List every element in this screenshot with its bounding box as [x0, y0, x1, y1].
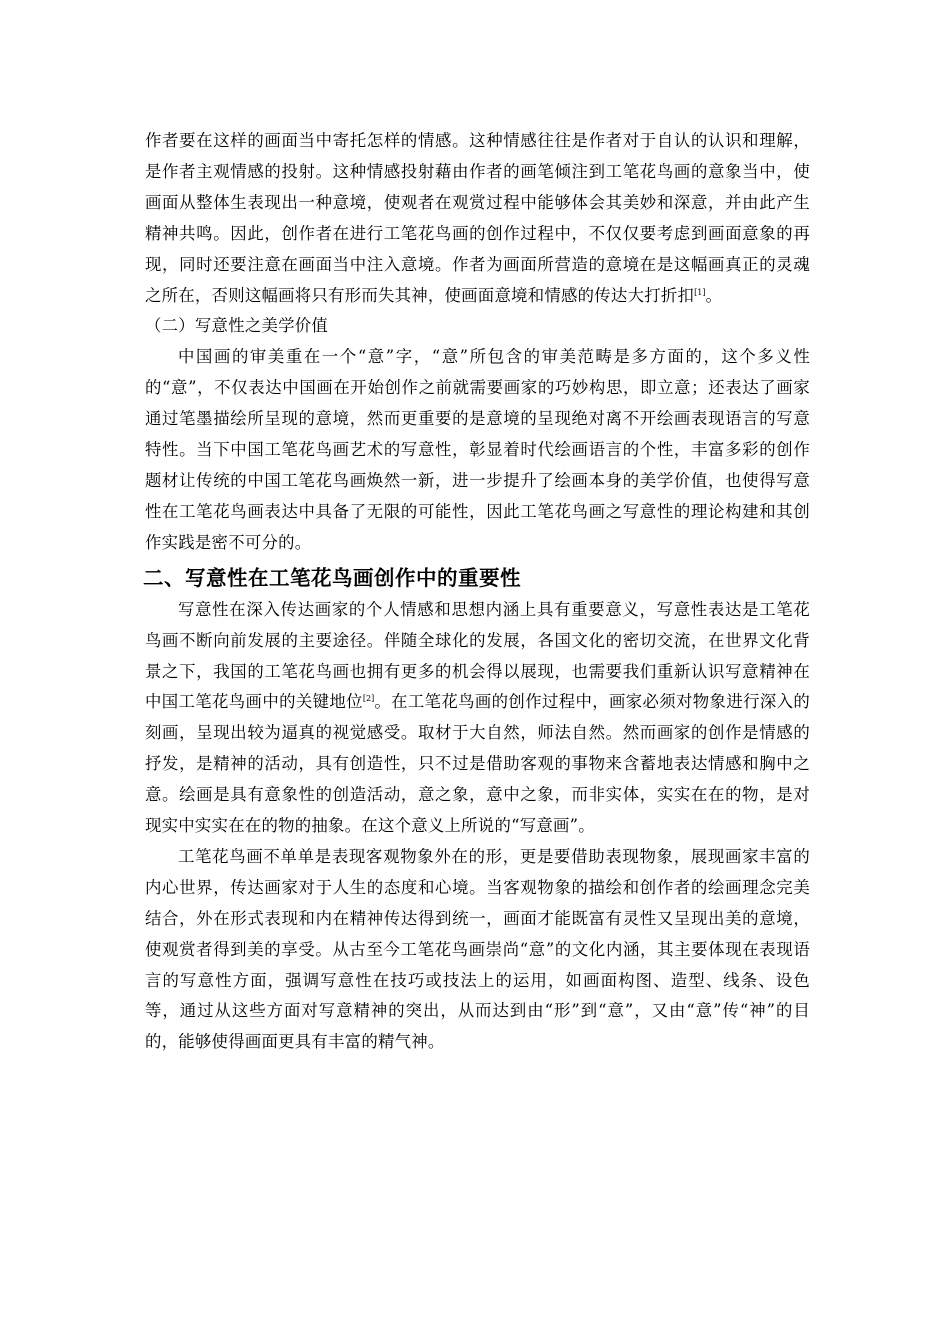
citation-ref-2: [2]: [362, 694, 375, 704]
paragraph: 中国画的审美重在一个“意”字，“意”所包含的审美范畴是多方面的，这个多义性的“意”，不仅表达中国画在开始创作之前就需要画家的巧妙构思，即立意；还表达了画家通过笔墨描绘所呈现的意境，然而更重要的是意境的呈现绝对离不开绘画表现语言的写意特性。当下中国工笔花鸟画艺术的写意性，彰显着时代绘画语言的个性，丰富多彩的创作题材让传统的中国工笔花鸟画焕然一新，进一步提升了绘画本身的美学价值，也使得写意性在工笔花鸟画表达中具备了无限的可能性，因此工笔花鸟画之写意性的理论构建和其创作实践是密不可分的。: [145, 347, 810, 552]
paragraph: 工笔花鸟画不单单是表现客观物象外在的形，更是要借助表现物象，展现画家丰富的内心世界，传达画家对于人生的态度和心境。当客观物象的描绘和创作者的绘画理念完美结合，外在形式表现和内在精神传达得到统一，画面才能既富有灵性又呈现出美的意境，使观赏者得到美的享受。从古至今工笔花鸟画崇尚“意”的文化内涵，其主要体现在表现语言的写意性方面，强调写意性在技巧或技法上的运用，如画面构图、造型、线条、设色等，通过从这些方面对写意精神的突出，从而达到由“形”到“意”，又由“意”传“神”的目的，能够使得画面更具有丰富的精气神。: [145, 846, 810, 1052]
section-heading: 二、写意性在工笔花鸟画创作中的重要性: [143, 565, 521, 590]
paragraph-text-end: 。: [705, 285, 723, 305]
citation-ref-1: [1]: [694, 287, 706, 297]
paragraph: [145, 595, 810, 842]
paragraph-continued: [145, 126, 810, 311]
paragraph-text: 作者要在这样的画面当中寄托怎样的情感。这种情感往往是作者对于自认的认识和理解，是作者主观情感的投射。这种情感投射藉由作者的画笔倾注到工笔花鸟画的意象当中，使画面从整体生表现出一种意境，使观者在观赏过程中能够体会其美妙和深意，并由此产生精神共鸣。因此，创作者在进行工笔花鸟画的创作过程中，不仅仅要考虑到画面意象的再现，同时还要注意在画面当中注入意境。作者为画面所营造的意境在是这幅画真正的灵魂之所在，否则这幅画将只有形而失其神，使画面意境和情感的传达大打折扣: [145, 131, 810, 305]
page-content: [145, 126, 810, 1058]
subsection-heading: （二）写意性之美学价值: [145, 316, 329, 336]
paragraph-text: 写意性在深入传达画家的个人情感和思想内涵上具有重要意义，写意性表达是工笔花鸟画不断向前发展的主要途径。伴随全球化的发展，各国文化的密切交流，在世界文化背景之下，我国的工笔花鸟画也拥有更多的机会得以展现，也需要我们重新认识写意精神在中国工笔花鸟画中的关键地位: [145, 599, 810, 712]
paragraph-text-end: 。在工笔花鸟画的创作过程中，画家必须对物象进行深入的刻画，呈现出较为逼真的视觉感受。取材于大自然，师法自然。然而画家的创作是情感的抒发，是精神的活动，具有创造性，只不过是借助客观的事物来含蓄地表达情感和胸中之意。绘画是具有意象性的创造活动，意之象，意中之象，而非实体，实实在在的物，是对现实中实实在在的物的抽象。在这个意义上所说的“写意画”。: [145, 692, 811, 836]
